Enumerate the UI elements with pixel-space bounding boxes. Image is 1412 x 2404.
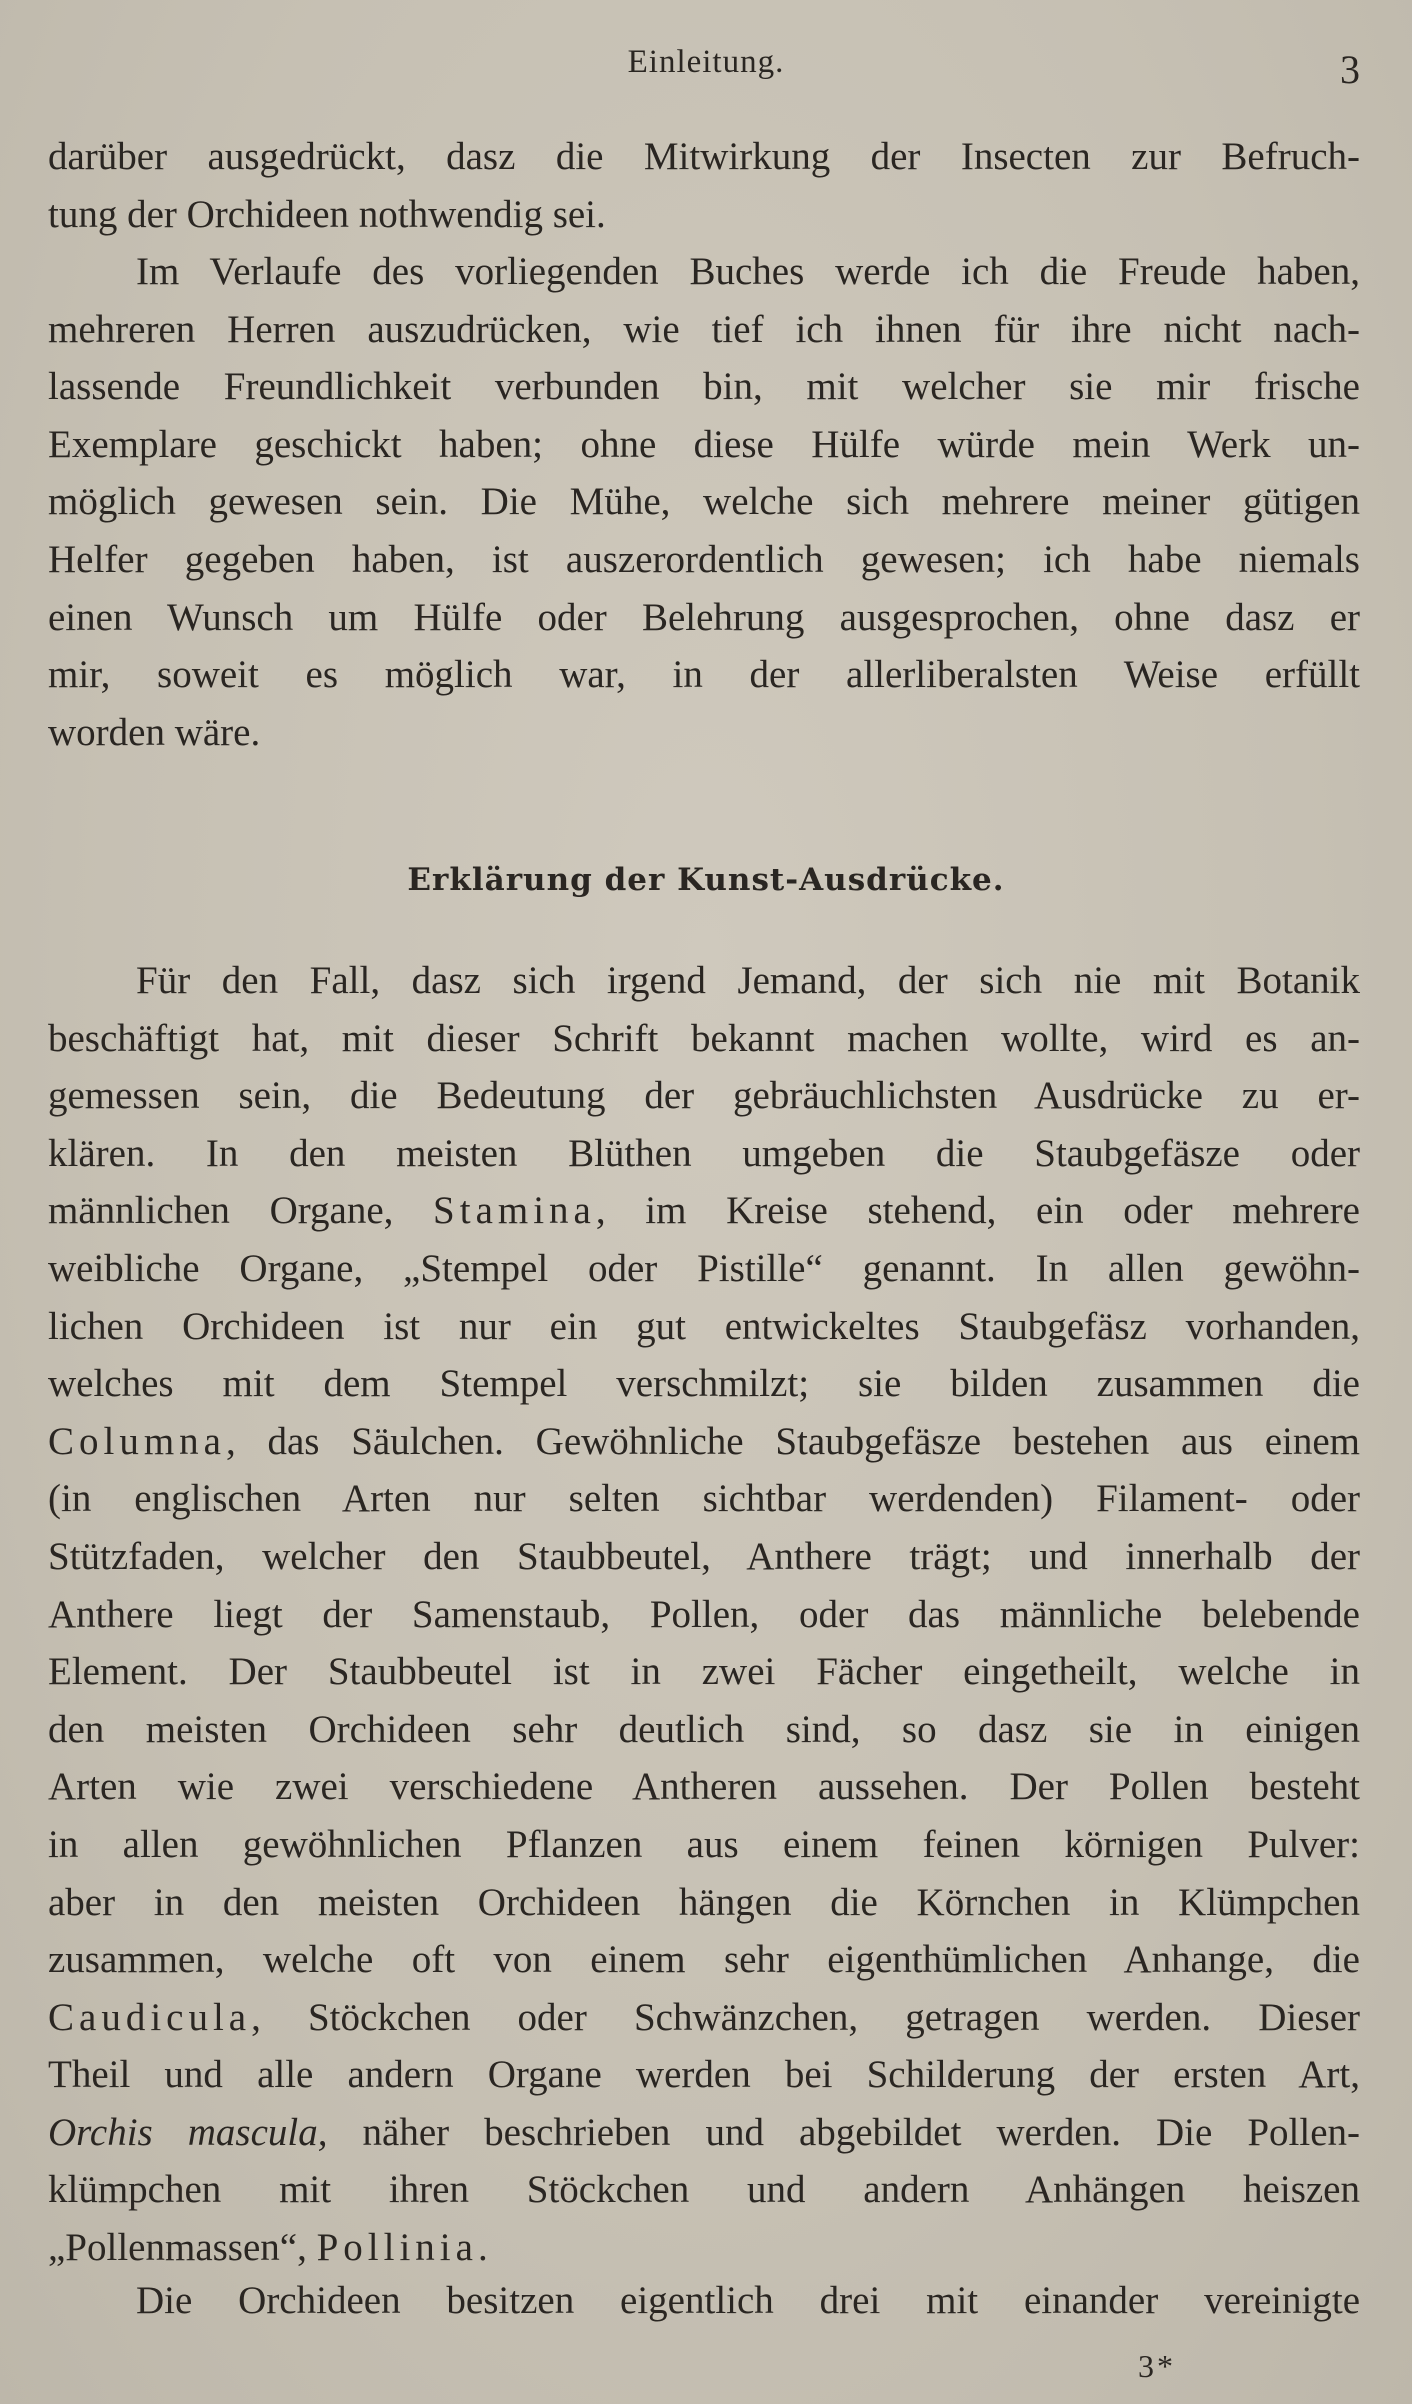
text-line: Helfer gegeben haben, ist auszerordentlich gewesen; ich habe niemals — [48, 537, 1360, 581]
text-line: den meisten Orchideen sehr deutlich sind, so dasz sie in einigen — [48, 1707, 1360, 1751]
text-line: darüber ausgedrückt, dasz die Mitwirkung der Insecten zur Befruch- — [48, 135, 1360, 178]
text-line: klären. In den meisten Blüthen umgeben die Staubgefäsze oder — [48, 1131, 1360, 1175]
text-line: mehreren Herren auszudrücken, wie tief ich ihnen für ihre nicht nach- — [48, 307, 1360, 351]
text-segment: „Pollenmassen“, — [48, 2226, 307, 2270]
text-line: möglich gewesen sein. Die Mühe, welche sich mehrere meiner gütigen — [48, 480, 1360, 524]
text-line: in allen gewöhnlichen Pflanzen aus einem feinen körnigen Pulver: — [48, 1822, 1360, 1866]
text-line — [48, 2219, 1360, 2277]
text-line: lichen Orchideen ist nur ein gut entwickeltes Staubgefäsz vorhanden, — [48, 1304, 1360, 1348]
text-line — [48, 1989, 1360, 2047]
text-line: aber in den meisten Orchideen hängen die Körnchen in Klümpchen — [48, 1880, 1360, 1924]
text-line — [48, 2104, 1360, 2162]
text-line — [48, 1182, 1360, 1240]
text-line: beschäftigt hat, mit dieser Schrift bekannt machen wollte, wird es an- — [48, 1016, 1360, 1060]
text-segment: , Stöckchen oder Schwänzchen, getragen werden. Dieser — [251, 1995, 1360, 2039]
text-line: Für den Fall, dasz sich irgend Jemand, der sich nie mit Botanik — [136, 959, 1360, 1002]
text-line: Exemplare geschickt haben; ohne diese Hülfe würde mein Werk un- — [48, 422, 1360, 466]
text-segment: , das Säulchen. Gewöhnliche Staubgefäsze bestehen aus einem — [226, 1419, 1360, 1463]
text-line: worden wäre. — [48, 710, 261, 754]
text-line: Stützfaden, welcher den Staubbeutel, Anthere trägt; und innerhalb der — [48, 1534, 1360, 1578]
text-line: gemessen sein, die Bedeutung der gebräuchlichsten Ausdrücke zu er- — [48, 1074, 1360, 1118]
text-line: Arten wie zwei verschiedene Antheren aussehen. Der Pollen besteht — [48, 1765, 1360, 1809]
text-segment: männlichen Organe, — [48, 1189, 394, 1233]
species-name: Orchis mascula, — [48, 2110, 328, 2154]
text-segment: . — [477, 2226, 488, 2270]
term-columna: Columna — [48, 1419, 226, 1463]
text-line: Theil und alle andern Organe werden bei Schilderung der ersten Art, — [48, 2053, 1360, 2097]
section-heading: Erklärung der Kunst-Ausdrücke. — [407, 862, 1005, 898]
text-segment: näher beschrieben und abgebildet werden. Die Pollen- — [327, 2110, 1360, 2154]
text-line: lassende Freundlichkeit verbunden bin, mit welcher sie mir frische — [48, 365, 1360, 409]
text-line: mir, soweit es möglich war, in der allerliberalsten Weise erfüllt — [48, 653, 1360, 697]
page-number: 3 — [1340, 47, 1360, 92]
text-line: (in englischen Arten nur selten sichtbar werdenden) Filament- oder — [48, 1477, 1360, 1521]
text-line: Im Verlaufe des vorliegenden Buches werde ich die Freude haben, — [136, 250, 1360, 293]
text-line — [48, 1413, 1360, 1471]
text-line: zusammen, welche oft von einem sehr eigenthümlichen Anhange, die — [48, 1938, 1360, 1982]
term-pollinia: Pollinia — [316, 2226, 478, 2270]
terminology-paragraph — [48, 952, 1360, 2277]
signature-mark: 3* — [1138, 2348, 1176, 2384]
intro-paragraph — [48, 128, 1360, 243]
text-line: welches mit dem Stempel verschmilzt; sie bilden zusammen die — [48, 1362, 1360, 1406]
running-head-title: Einleitung. — [627, 44, 785, 80]
acknowledgement-paragraph — [48, 243, 1360, 761]
text-line: weibliche Organe, „Stempel oder Pistille“ genannt. In allen gewöhn- — [48, 1246, 1360, 1290]
text-line: einen Wunsch um Hülfe oder Belehrung ausgesprochen, ohne dasz er — [48, 595, 1360, 639]
text-line: Element. Der Staubbeutel ist in zwei Fächer eingetheilt, welche in — [48, 1650, 1360, 1694]
closing-paragraph — [48, 2272, 1360, 2330]
text-segment: , im Kreise stehend, ein oder mehrere — [595, 1189, 1360, 1233]
text-line: klümpchen mit ihren Stöckchen und andern Anhängen heiszen — [48, 2168, 1360, 2212]
text-line: tung der Orchideen nothwendig sei. — [48, 192, 606, 236]
text-line: Die Orchideen besitzen eigentlich drei mit einander vereinigte — [136, 2279, 1360, 2322]
text-line: Anthere liegt der Samenstaub, Pollen, oder das männliche belebende — [48, 1592, 1360, 1636]
term-caudicula: Caudicula — [48, 1995, 252, 2039]
term-stamina: Stamina — [433, 1189, 596, 1233]
